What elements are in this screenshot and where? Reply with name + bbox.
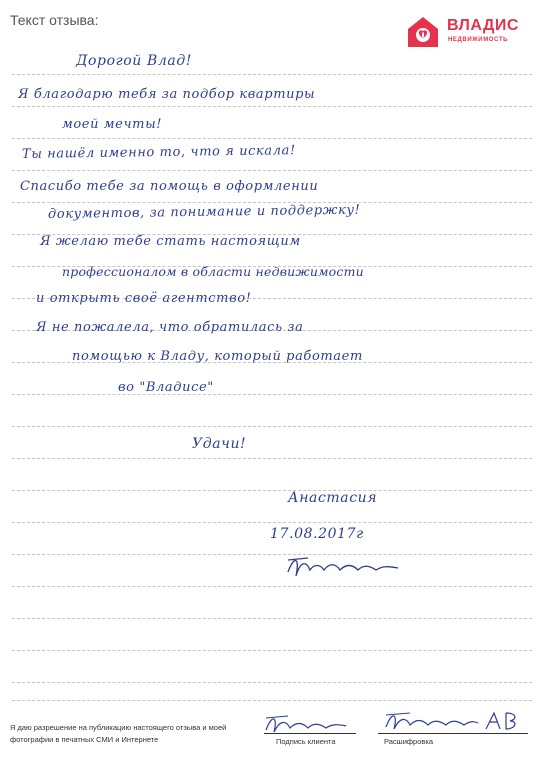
letter-closing: Удачи! <box>192 436 247 452</box>
letter-date: 17.08.2017г <box>270 526 364 542</box>
ruled-line <box>12 618 532 619</box>
house-heart-logo-icon <box>406 16 440 48</box>
letter-line: Я желаю тебе стать настоящим <box>40 234 301 249</box>
review-text-heading: Текст отзыва: <box>10 12 99 28</box>
letter-line: Ты нашёл именно то, что я искала! <box>21 143 296 162</box>
letter-author: Анастасия <box>288 490 378 506</box>
ruled-line <box>12 554 532 555</box>
ruled-line <box>12 490 532 491</box>
ruled-line <box>12 202 532 203</box>
ruled-line <box>12 522 532 523</box>
ruled-line <box>12 74 532 75</box>
letter-line: профессионалом в области недвижимости <box>62 264 364 279</box>
ruled-line <box>12 170 532 171</box>
author-signature <box>284 552 404 582</box>
brand-name: ВЛАДИС <box>447 17 519 34</box>
letter-line: моей мечты! <box>62 117 163 132</box>
letter-line: Я не пожалела, что обратилась за <box>36 320 304 335</box>
ruled-line <box>12 700 532 701</box>
brand-logo <box>404 16 534 48</box>
ruled-line <box>12 650 532 651</box>
brand-tagline: НЕДВИЖИМОСТЬ <box>448 37 509 43</box>
decoding-signature <box>382 709 532 733</box>
ruled-line <box>12 138 532 139</box>
ruled-line <box>12 394 532 395</box>
ruled-line <box>12 682 532 683</box>
letter-line: помощью к Владу, который работает <box>72 349 363 364</box>
letter-greeting: Дорогой Влад! <box>76 53 193 69</box>
letter-line: документов, за понимание и поддержку! <box>47 202 361 222</box>
ruled-line <box>12 586 532 587</box>
client-signature <box>262 712 357 734</box>
decoding-label: Расшифровка <box>384 737 433 746</box>
letter-line: и открыть своё агентство! <box>36 291 252 306</box>
decoding-line <box>378 733 528 734</box>
client-signature-label: Подпись клиента <box>276 737 336 746</box>
ruled-line <box>12 458 532 459</box>
letter-line: Спасибо тебе за помощь в оформлении <box>20 179 319 194</box>
ruled-line <box>12 426 532 427</box>
letter-line: во "Владисе" <box>118 380 214 395</box>
letter-line: Я благодарю тебя за подбор квартиры <box>18 87 316 102</box>
ruled-line <box>12 106 532 107</box>
publication-consent-text: Я даю разрешение на публикацию настоящего отзыва и моей фотографии в печатных СМИ и Интернете <box>10 723 227 744</box>
